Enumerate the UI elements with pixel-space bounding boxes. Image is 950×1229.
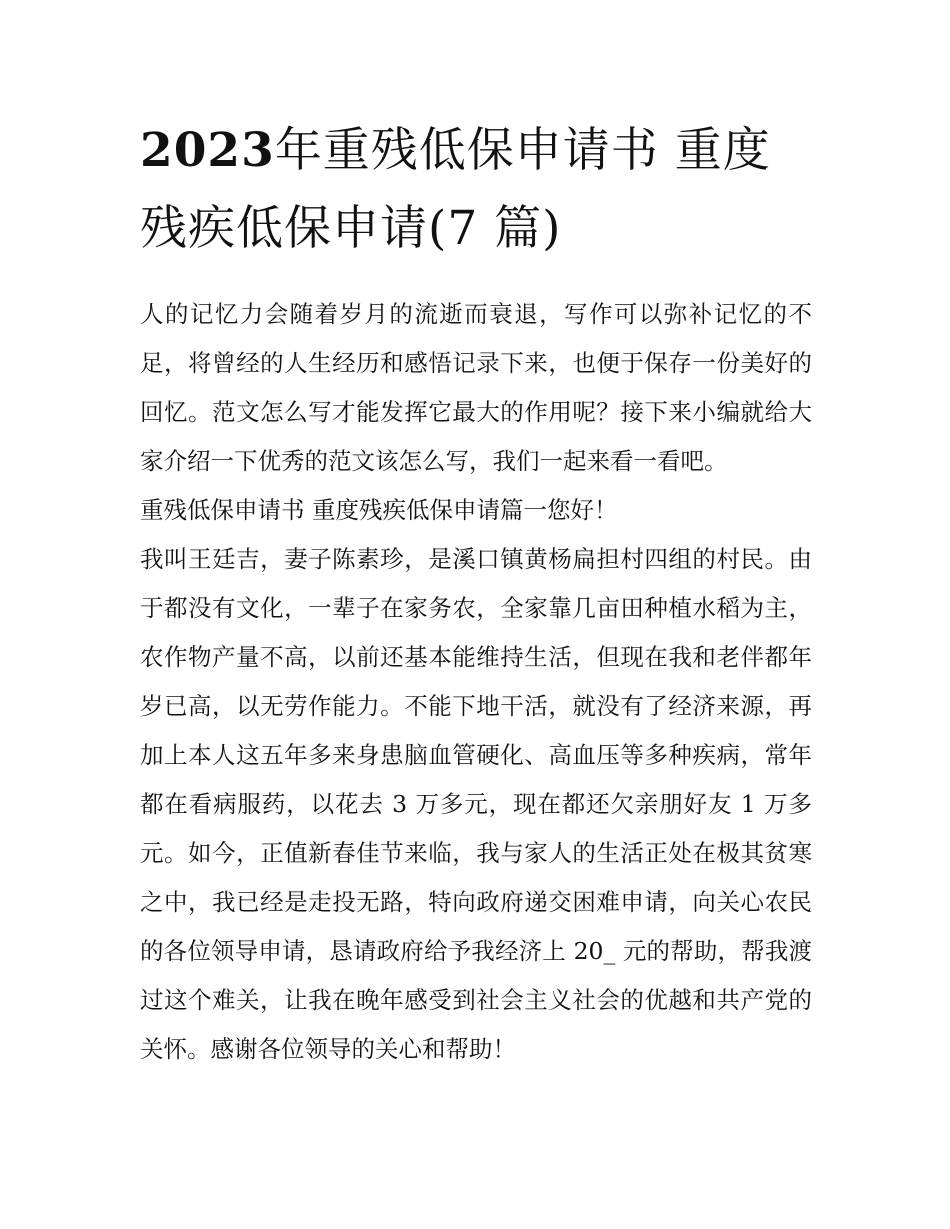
intro-paragraph: 人的记忆力会随着岁月的流逝而衰退，写作可以弥补记忆的不足，将曾经的人生经历和感悟记录下来，也便于保存一份美好的回忆。范文怎么写才能发挥它最大的作用呢？接下来小编就给大家介绍一下优秀的范文该怎么写，我们一起来看一看吧。 [140, 300, 812, 475]
title-year: 2023 [140, 123, 275, 178]
title-text: 年重残低保申请书 重度残疾低保申请(7 篇) [140, 123, 771, 256]
letter-body-paragraph: 我叫王廷吉，妻子陈素珍，是溪口镇黄杨扁担村四组的村民。由于都没有文化，一辈子在家务农，全家靠几亩田种植水稻为主，农作物产量不高，以前还基本能维持生活，但现在我和老伴都年岁已高，以无劳作能力。不能下地干活，就没有了经济来源，再加上本人这五年多来身患脑血管硬化、高血压等多种疾病，常年都在看病服药，以花去 3 万多元，现在都还欠亲朋好友 1 万多元。如今，正值新春佳节来临，我与家人的生活正处在极其贫寒之中，我已经是走投无路，特向政府递交困难申请，向关心农民的各位领导申请，恳请政府给予我经济上 20_ 元的帮助，帮我渡过这个难关，让我在晚年感受到社会主义社会的优越和共产党的关怀。感谢各位领导的关心和帮助！ [140, 545, 812, 1063]
section-heading: 重残低保申请书 重度残疾低保申请篇一您好！ [140, 496, 618, 524]
document-title [140, 112, 812, 268]
document-page [140, 112, 812, 1074]
